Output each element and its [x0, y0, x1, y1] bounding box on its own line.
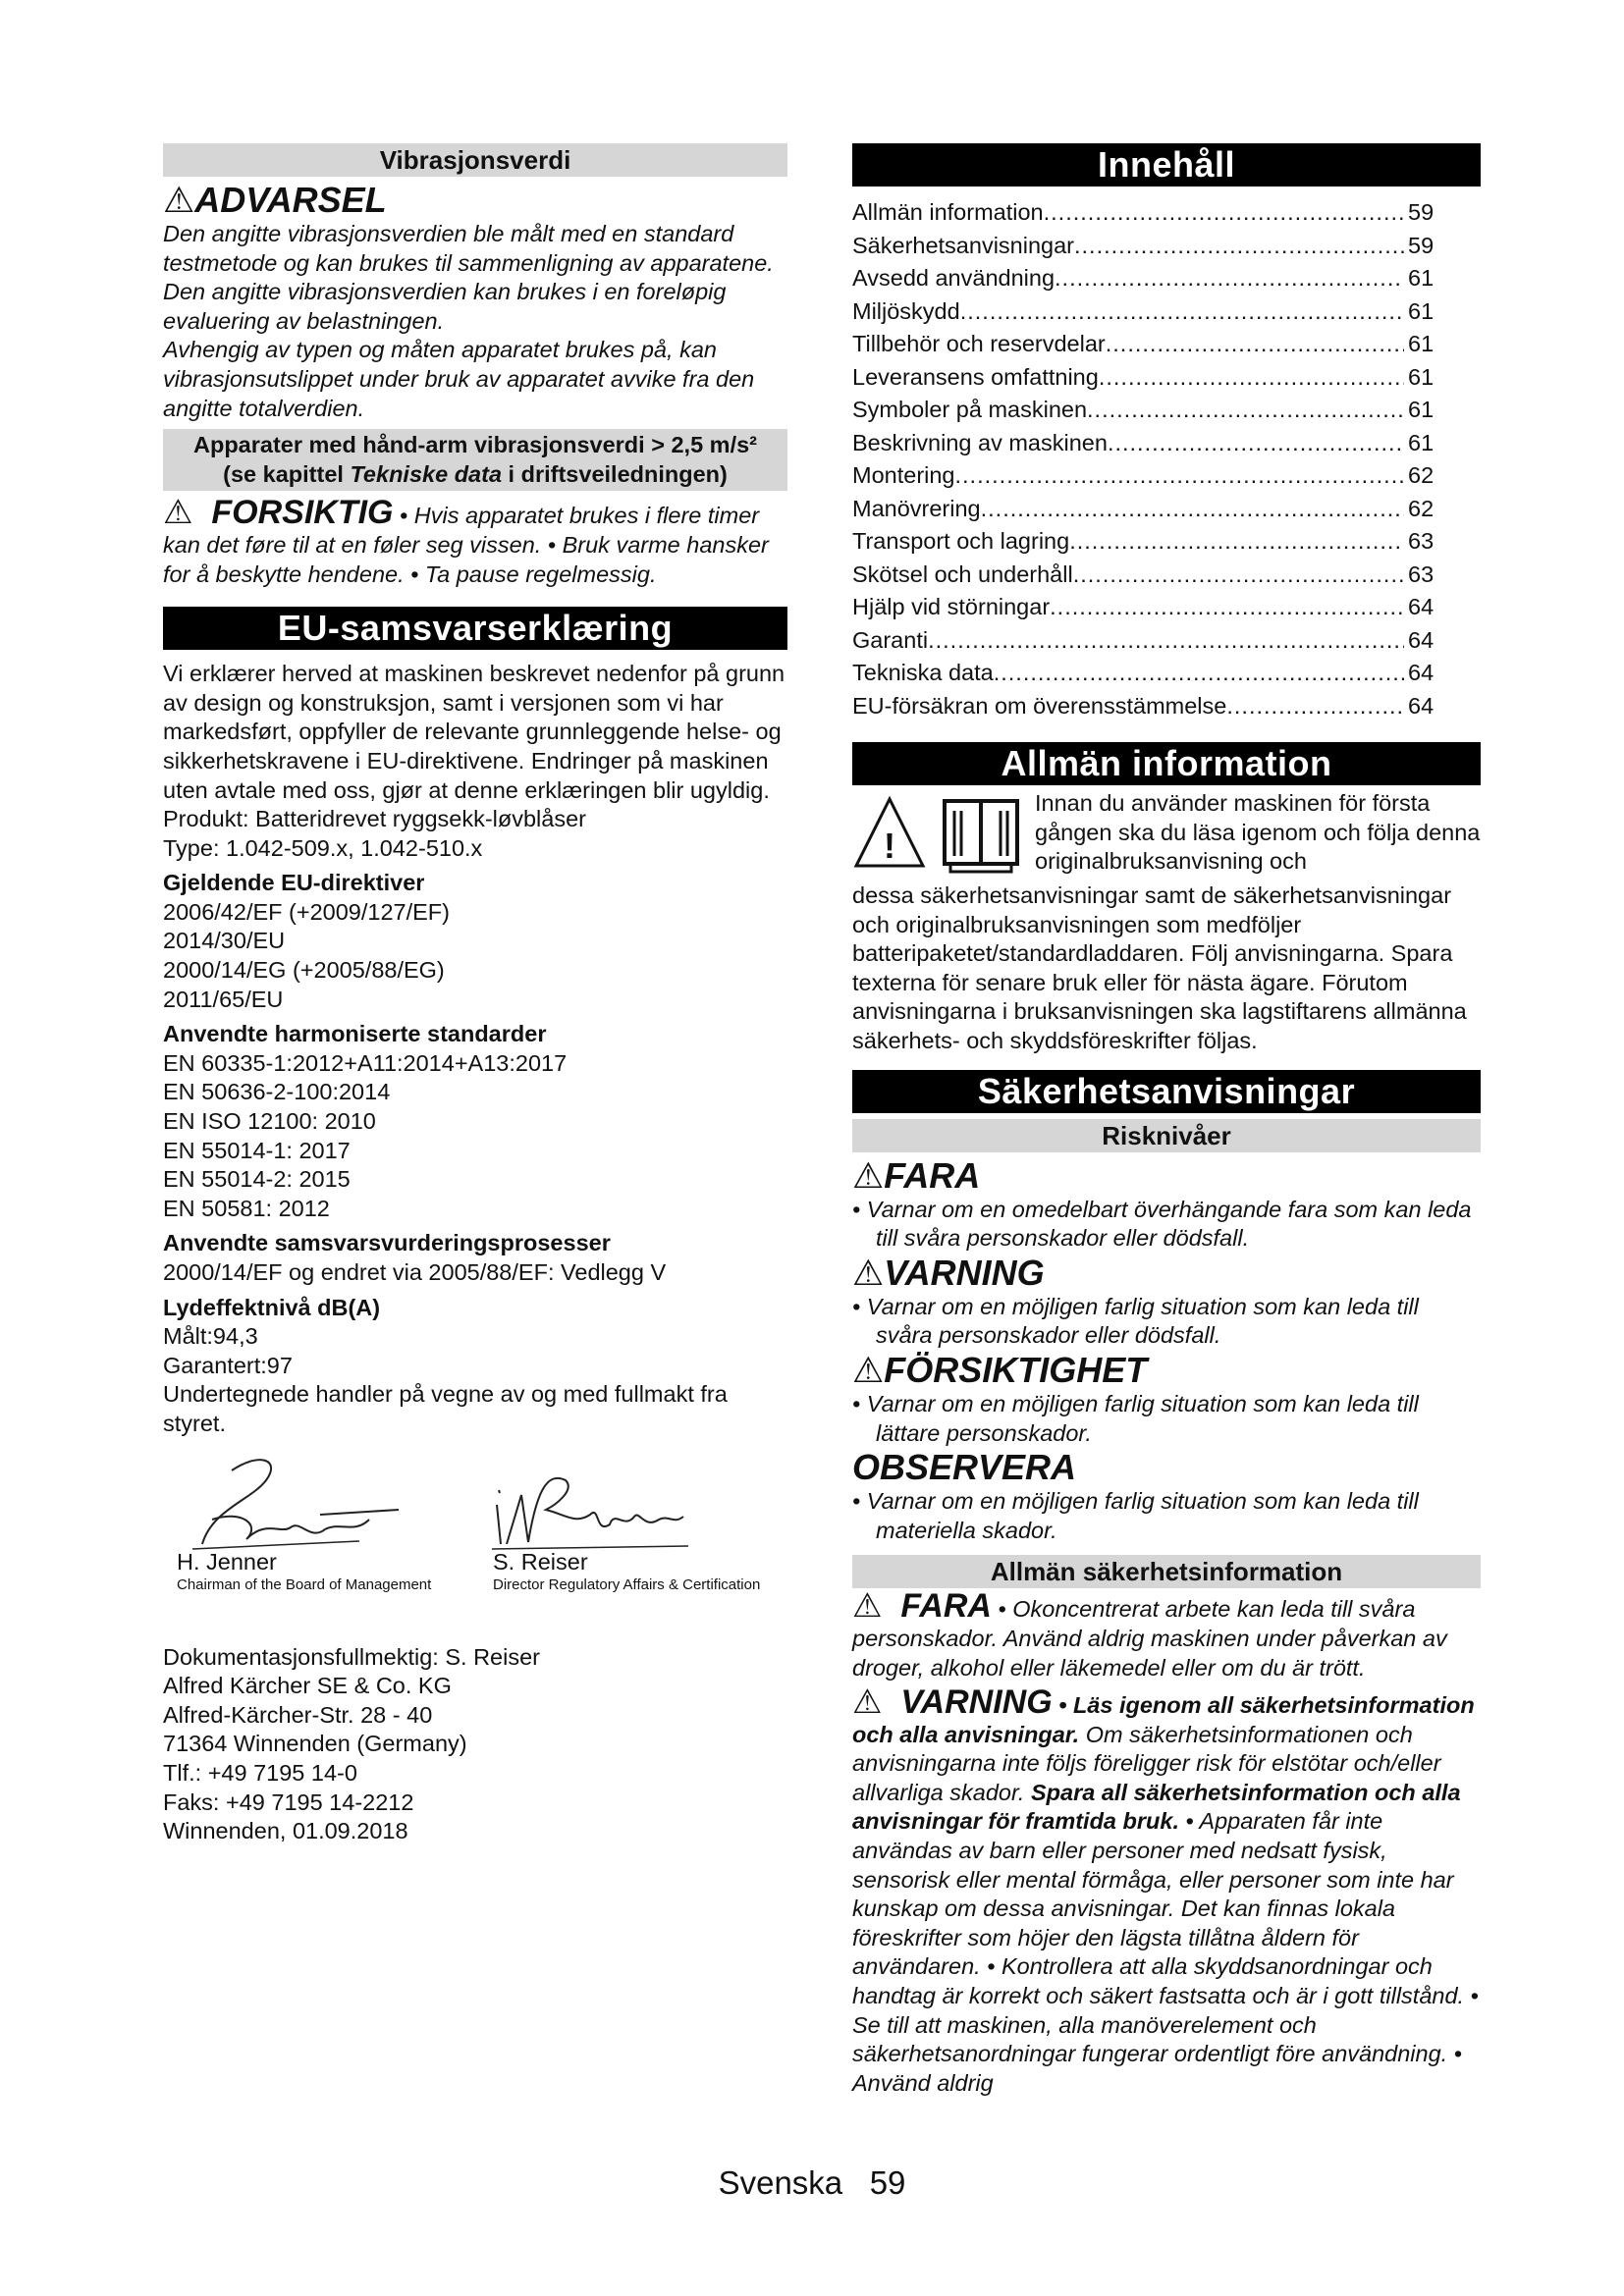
- general-info-header: Allmän information: [852, 742, 1481, 785]
- advarsel-line-1: Den angitte vibrasjonsverdien ble målt med en standard testmetode og kan brukes til sammenligning av apparatene.: [163, 221, 774, 276]
- advarsel-block: [163, 181, 787, 423]
- safety-instructions-header: Säkerhetsanvisningar: [852, 1070, 1481, 1113]
- risk-level-forsiktighet: ⚠FÖRSIKTIGHET • Varnar om en möjligen farlig situation som kan leda till lättare personskador.: [852, 1349, 1419, 1446]
- directive-item: 2006/42/EF (+2009/127/EF): [163, 898, 450, 925]
- toc-row[interactable]: Symboler på maskinen ..... 61: [852, 394, 1441, 427]
- footer-language: Svenska: [718, 2164, 843, 2201]
- guaranteed-value: Garantert:97: [163, 1352, 293, 1378]
- warning-triangle-icon: ⚠: [852, 1587, 883, 1626]
- warning-triangle-icon: [856, 799, 923, 866]
- toc-row[interactable]: Transport och lagring ..... 63: [852, 525, 1441, 559]
- hand-arm-note: Apparater med hånd-arm vibrasjonsverdi > 2,5 m/s² (se kapittel Tekniske data i driftsveiledningen): [163, 429, 787, 491]
- table-of-contents: [852, 196, 1441, 722]
- procedures-heading: Anvendte samsvarsvurderingsprosesser: [163, 1230, 611, 1256]
- svg-text:!: !: [884, 826, 895, 866]
- toc-row[interactable]: Tekniska data ..... 64: [852, 657, 1441, 690]
- toc-header: Innehåll: [852, 143, 1481, 187]
- fara-paragraph: ⚠ FARA • Okoncentrerat arbete kan leda till svåra personskador. Använd aldrig maskinen under påverkan av droger, alkohol eller läkemedel eller om du är trött.: [852, 1587, 1447, 1681]
- toc-row[interactable]: Montering ..... 62: [852, 459, 1441, 493]
- toc-row[interactable]: Allmän information ..... 59: [852, 196, 1441, 230]
- sound-level-heading: Lydeffektnivå dB(A): [163, 1294, 381, 1320]
- signatory-jenner: H. Jenner Chairman of the Board of Management: [177, 1548, 432, 1593]
- standard-item: EN 50581: 2012: [163, 1195, 330, 1221]
- page-number: 59: [869, 2164, 906, 2201]
- directive-item: 2011/65/EU: [163, 986, 284, 1012]
- general-info-text: dessa säkerhetsanvisningar samt de säkerhetsanvisningar och originalbruksanvisningen som medföljer batteripaketet/standardladdaren. Följ anvisningarna. Spara texterna för senare bruk eller för nästa ägare. Förutom anvisningarna i bruksanvisningen ska lagstiftarens allmänna säkerhets- och skyddsföreskrifter följas.: [852, 882, 1467, 1053]
- risk-level-varning: ⚠VARNING • Varnar om en möjligen farlig situation som kan leda till svåra personskador eller dödsfall.: [852, 1252, 1419, 1349]
- general-safety-header: Allmän säkerhetsinformation: [852, 1555, 1481, 1588]
- procedures-text: 2000/14/EF og endret via 2005/88/EF: Vedlegg V: [163, 1259, 667, 1285]
- advarsel-title: ⚠ADVARSEL: [163, 180, 387, 220]
- toc-row[interactable]: Manövrering ..... 62: [852, 493, 1441, 526]
- general-info-intro: [852, 789, 1481, 881]
- forsiktig-text: • Hvis apparatet brukes i flere timer kan det føre til at en føler seg vissen. • Bruk varme hansker for å beskytte hendene. • Ta pause regelmessig.: [163, 503, 769, 587]
- address-block: Dokumentasjonsfullmektig: S. Reiser Alfred Kärcher SE & Co. KG Alfred-Kärcher-Str. 28 - 40 71364 Winnenden (Germany) Tlf.: +49 7195 14-0 Faks: +49 7195 14-2212 Winnenden, 01.09.2018: [163, 1643, 540, 1844]
- toc-row[interactable]: Avsedd användning ..... 61: [852, 262, 1441, 295]
- measured-value: Målt:94,3: [163, 1323, 258, 1350]
- icon-group: [852, 789, 1027, 881]
- risk-levels-header: Risknivåer: [852, 1119, 1481, 1152]
- toc-row[interactable]: Garanti ..... 64: [852, 624, 1441, 658]
- directive-item: 2014/30/EU: [163, 928, 286, 954]
- toc-row[interactable]: Säkerhetsanvisningar ..... 59: [852, 230, 1441, 263]
- warning-triangle-icon: ⚠: [852, 1252, 885, 1293]
- directive-item: 2000/14/EG (+2005/88/EG): [163, 957, 445, 984]
- advarsel-line-2: Den angitte vibrasjonsverdien kan brukes i en foreløpig evaluering av belastningen.: [163, 279, 727, 334]
- warning-triangle-icon: ⚠: [163, 180, 195, 220]
- signatory-reiser: S. Reiser Director Regulatory Affairs & Certification: [493, 1548, 761, 1593]
- eu-declaration-text: Vi erklærer herved at maskinen beskrevet nedenfor på grunn av design og konstruksjon, samt i versjonen som vi har markedsført, oppfyller de relevante grunnleggende helse- og sikkerhetskravene i EU-direktivene. Endringer på maskinen uten avtale med oss, gjør at denne erklæringen blir ugyldig.: [163, 661, 785, 803]
- signature-area: [163, 1451, 787, 1618]
- product-line: Produkt: Batteridrevet ryggsekk-løvblåser: [163, 806, 586, 832]
- forsiktig-title: FORSIKTIG: [211, 494, 394, 532]
- toc-row[interactable]: Beskrivning av maskinen ..... 61: [852, 427, 1441, 460]
- standard-item: EN 50636-2-100:2014: [163, 1079, 391, 1105]
- general-info-intro-text: Innan du använder maskinen för första gången ska du läsa igenom och följa denna originalbruksanvisning och: [1035, 790, 1481, 875]
- toc-row[interactable]: Hjälp vid störningar ..... 64: [852, 591, 1441, 624]
- type-line: Type: 1.042-509.x, 1.042-510.x: [163, 834, 483, 861]
- warning-triangle-icon: ⚠: [852, 1349, 885, 1390]
- standard-item: EN 55014-1: 2017: [163, 1137, 351, 1163]
- standards-heading: Anvendte harmoniserte standarder: [163, 1021, 547, 1047]
- toc-row[interactable]: Tillbehör och reservdelar ..... 61: [852, 328, 1441, 361]
- advarsel-line-3: Avhengig av typen og måten apparatet brukes på, kan vibrasjonsutslippet under bruk av apparatet avvike fra den angitte totalverdien.: [163, 337, 755, 421]
- directives-heading: Gjeldende EU-direktiver: [163, 870, 425, 896]
- warning-triangle-icon: ⚠: [852, 1154, 885, 1196]
- risk-level-observera: OBSERVERA • Varnar om en möjligen farlig situation som kan leda till materiella skador.: [852, 1447, 1419, 1543]
- toc-row[interactable]: Skötsel och underhåll ..... 63: [852, 559, 1441, 592]
- varning-paragraph: ⚠ VARNING • Läs igenom all säkerhetsinformation och alla anvisningar. Om säkerhetsinformationen och anvisningarna inte följs föreligger risk för elstötar och/eller allvarliga skador. Spara all säkerhetsinformation och alla anvisningar för framtida bruk. • Apparaten får inte användas av barn eller personer med nedsatt fysisk, sensorisk eller mental förmåga, eller personer som inte har kunskap om dessa anvisningar. Det kan finnas lokala föreskrifter som höjer den lägsta tillåtna åldern för användaren. • Kontrollera att alla skyddsanordningar och handtag är korrekt och säkert fastsatta och är i gott tillstånd. • Se till att maskinen, alla manöverelement och säkerhetsanordningar fungerar ordentligt före användning. • Använd aldrig: [852, 1683, 1479, 2096]
- eu-declaration-header: EU-samsvarserklæring: [163, 607, 787, 650]
- signatory-statement: Undertegnede handler på vegne av og med fullmakt fra styret.: [163, 1381, 728, 1436]
- toc-row[interactable]: Leveransens omfattning ..... 61: [852, 361, 1441, 395]
- vibration-header: Vibrasjonsverdi: [163, 143, 787, 177]
- standard-item: EN 55014-2: 2015: [163, 1166, 351, 1193]
- forsiktig-block: [163, 494, 787, 589]
- toc-row[interactable]: EU-försäkran om överensstämmelse ..... 64: [852, 690, 1441, 723]
- warning-triangle-icon: ⚠: [163, 494, 193, 532]
- signature-jenner: [173, 1451, 408, 1559]
- manual-book-icon: [945, 801, 1017, 872]
- standard-item: EN ISO 12100: 2010: [163, 1108, 376, 1135]
- right-column: [852, 143, 1481, 2098]
- signature-reiser: [477, 1456, 693, 1554]
- risk-level-fara: ⚠FARA • Varnar om en omedelbart överhängande fara som kan leda till svåra personskador eller dödsfall.: [852, 1154, 1472, 1252]
- warning-triangle-icon: ⚠: [852, 1683, 883, 1722]
- page-footer: [0, 2164, 1624, 2202]
- standard-item: EN 60335-1:2012+A11:2014+A13:2017: [163, 1049, 568, 1076]
- toc-row[interactable]: Miljöskydd ..... 61: [852, 295, 1441, 329]
- left-column: [163, 143, 787, 1846]
